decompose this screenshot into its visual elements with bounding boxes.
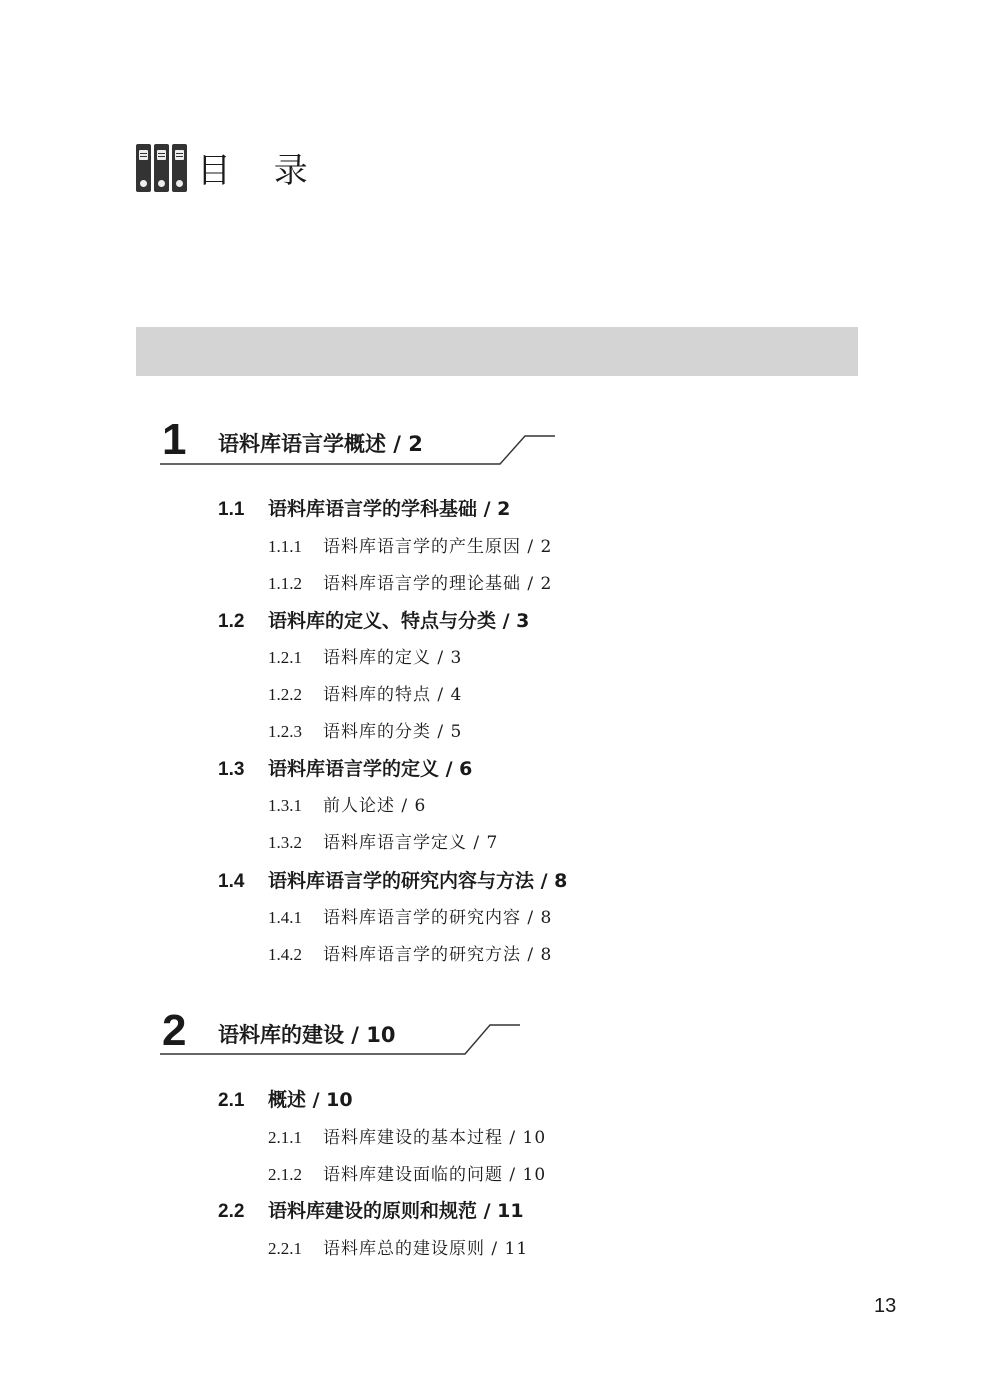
section-title: 语料库语言学的研究内容与方法 / 8 [268,870,568,892]
section-entry[interactable] [218,606,529,633]
subsection-title: 语料库语言学的理论基础 / 2 [323,574,553,594]
chapter-number: 2 [162,1006,187,1055]
chapter-title: 语料库的建设 / 10 [218,1023,396,1047]
toc-header [136,143,324,192]
subsection-title: 语料库的特点 / 4 [323,685,463,705]
subsection-number: 1.1.1 [268,537,302,556]
subsection-entry[interactable] [268,643,462,668]
grey-banner [136,327,858,376]
subsection-entry[interactable] [268,1123,546,1148]
subsection-number: 2.1.2 [268,1165,302,1184]
subsection-entry[interactable] [268,1160,546,1185]
section-title: 语料库的定义、特点与分类 / 3 [268,610,530,632]
section-title: 语料库语言学的学科基础 / 2 [268,498,511,520]
section-entry[interactable] [218,494,510,521]
chapter-number: 1 [162,415,187,464]
page-title: 目 录 [197,151,324,191]
section-entry[interactable] [218,1085,353,1112]
subsection-number: 1.2.2 [268,685,302,704]
subsection-number: 1.1.2 [268,574,302,593]
subsection-entry[interactable] [268,791,426,816]
subsection-entry[interactable] [268,569,552,594]
subsection-number: 1.2.3 [268,722,302,741]
subsection-title: 语料库建设的基本过程 / 10 [323,1128,547,1148]
subsection-entry[interactable] [268,940,552,965]
subsection-entry[interactable] [268,903,552,928]
subsection-entry[interactable] [268,828,498,853]
subsection-title: 语料库语言学的研究方法 / 8 [323,945,553,965]
binders-icon [136,144,187,192]
subsection-title: 语料库语言学定义 / 7 [323,833,499,853]
subsection-title: 前人论述 / 6 [323,796,427,816]
subsection-number: 2.1.1 [268,1128,302,1147]
subsection-title: 语料库建设面临的问题 / 10 [323,1165,547,1185]
section-entry[interactable] [218,754,472,781]
subsection-title: 语料库语言学的研究内容 / 8 [323,908,553,928]
section-number: 1.4 [218,871,245,892]
section-title: 概述 / 10 [268,1089,353,1111]
section-title: 语料库建设的原则和规范 / 11 [268,1200,524,1222]
subsection-entry[interactable] [268,717,462,742]
subsection-title: 语料库语言学的产生原因 / 2 [323,537,553,557]
subsection-title: 语料库的分类 / 5 [323,722,463,742]
subsection-entry[interactable] [268,1234,528,1259]
section-entry[interactable] [218,866,567,893]
section-number: 1.1 [218,499,245,520]
section-number: 1.2 [218,611,245,632]
subsection-number: 1.3.1 [268,796,302,815]
section-number: 2.1 [218,1090,245,1111]
subsection-number: 1.2.1 [268,648,302,667]
subsection-number: 1.4.2 [268,945,302,964]
subsection-entry[interactable] [268,532,552,557]
subsection-title: 语料库的定义 / 3 [323,648,463,668]
subsection-title: 语料库总的建设原则 / 11 [323,1239,529,1259]
chapter-title: 语料库语言学概述 / 2 [218,432,423,456]
section-entry[interactable] [218,1196,524,1223]
chapter-2[interactable] [160,1006,530,1069]
subsection-number: 2.2.1 [268,1239,302,1258]
section-title: 语料库语言学的定义 / 6 [268,758,473,780]
chapter-1[interactable] [160,415,560,478]
subsection-number: 1.4.1 [268,908,302,927]
page-number: 13 [874,1295,897,1317]
section-number: 1.3 [218,759,245,780]
subsection-entry[interactable] [268,680,462,705]
section-number: 2.2 [218,1201,245,1222]
subsection-number: 1.3.2 [268,833,302,852]
